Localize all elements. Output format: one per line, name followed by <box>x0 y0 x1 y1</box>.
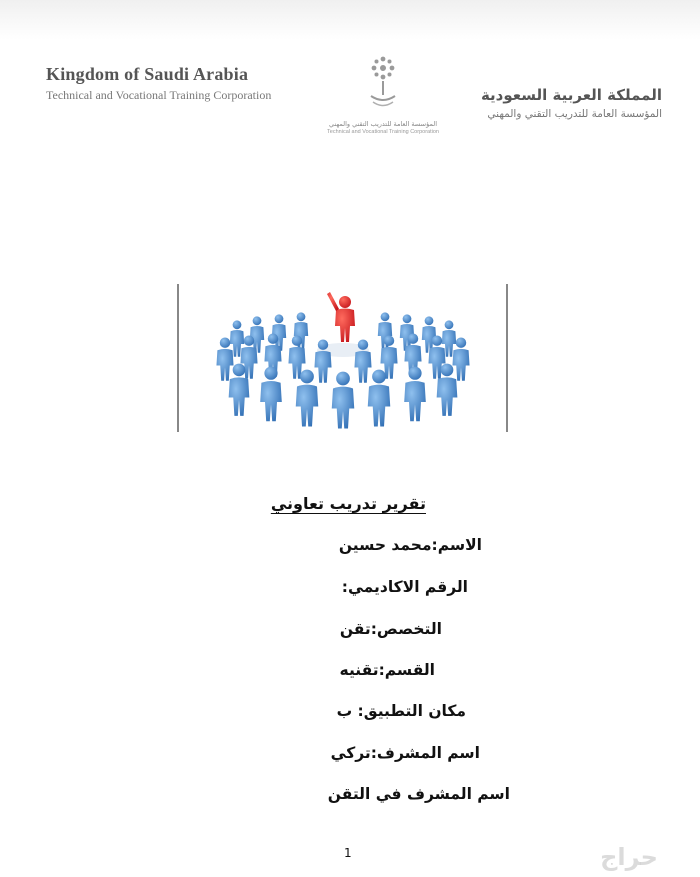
field-name: الاسم:محمد حسين <box>338 536 482 554</box>
field-supervisor-name: اسم المشرف:تركي <box>330 744 480 762</box>
report-title: تقرير تدريب تعاوني <box>270 494 426 513</box>
header-english-subtitle: Technical and Vocational Training Corporation <box>46 88 272 102</box>
team-illustration <box>177 284 508 432</box>
logo-caption-english: Technical and Vocational Training Corporation <box>327 129 439 135</box>
header-arabic-subtitle: المؤسسة العامة للتدريب التقني والمهني <box>487 108 662 120</box>
header-english <box>46 64 271 103</box>
field-training-place: مكان التطبيق: ب <box>336 702 466 720</box>
image-border-left <box>177 284 179 432</box>
field-specialization: التخصص:تقن <box>339 620 442 638</box>
page-number: 1 <box>344 846 352 860</box>
tvtc-logo <box>318 54 448 135</box>
field-department: القسم:تقنيه <box>339 661 435 679</box>
haraj-watermark: حراج <box>600 843 658 871</box>
header-english-title: Kingdom of Saudi Arabia <box>46 64 249 84</box>
logo-caption-arabic: المؤسسة العامة للتدريب التقني والمهني <box>328 120 438 128</box>
field-technical-supervisor-name: اسم المشرف في التقن <box>327 785 510 803</box>
field-academic-number: الرقم الاكاديمي: <box>341 578 468 596</box>
image-border-right <box>506 284 508 432</box>
team-leader-crowd-icon <box>177 284 508 432</box>
header-arabic-title: المملكة العربية السعودية <box>480 86 662 104</box>
header-arabic <box>481 86 662 120</box>
tvtc-logo-icon <box>363 54 403 114</box>
page-top-shade <box>0 0 700 40</box>
